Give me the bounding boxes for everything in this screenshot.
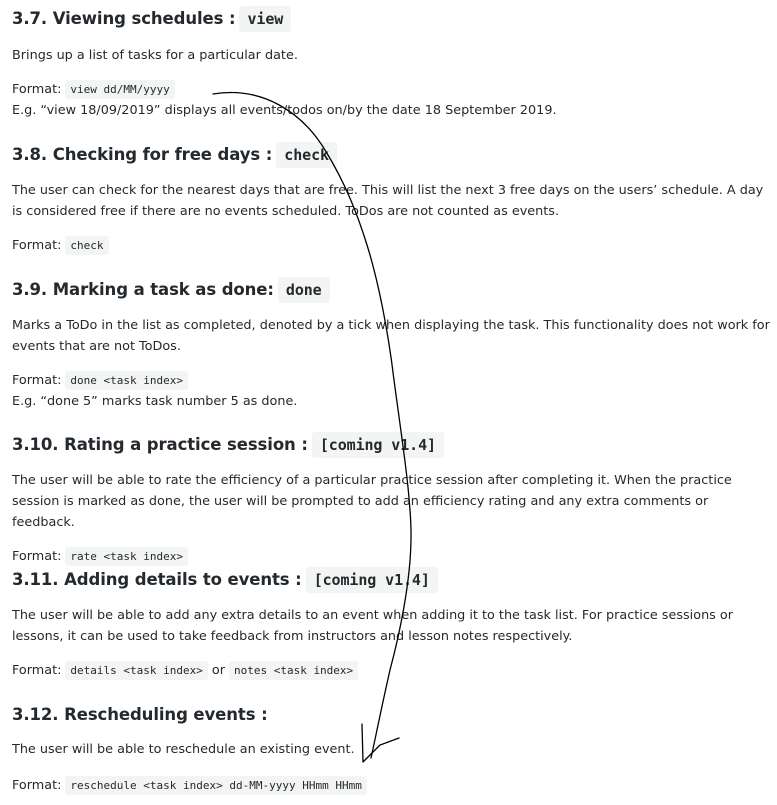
section-viewing-schedules [12, 4, 772, 121]
section-description: The user can check for the nearest days that are free. This will list the next 3 free days on the users’ schedule. A day is considered free if there are no events scheduled. ToDos are not counted as events. [12, 183, 764, 219]
format-line: Format: check [12, 235, 772, 256]
section-heading: 3.10. Rating a practice session : [coming v1.4] [12, 430, 772, 460]
example-line: E.g. “view 18/09/2019” displays all events/todos on/by the date 18 September 2019. [12, 103, 557, 118]
format-or: or [211, 663, 225, 678]
format-code: done <task index> [65, 371, 188, 390]
section-rating-practice-session [12, 430, 772, 567]
format-alt-code: notes <task index> [229, 661, 358, 680]
section-adding-details [12, 565, 772, 681]
command-code: [coming v1.4] [312, 432, 444, 458]
section-heading: 3.9. Marking a task as done: done [12, 275, 772, 305]
format-code: reschedule <task index> dd-MM-yyyy HHmm HHmm [65, 776, 366, 795]
section-checking-free-days [12, 140, 772, 256]
format-line: Format: reschedule <task index> dd-MM-yyyy HHmm HHmm [12, 775, 772, 796]
section-heading: 3.8. Checking for free days : check [12, 140, 772, 170]
format-line: Format: done <task index> [12, 370, 772, 391]
format-line: Format: rate <task index> [12, 546, 772, 567]
format-code: details <task index> [65, 661, 207, 680]
section-heading: 3.11. Adding details to events : [coming v1.4] [12, 565, 772, 595]
command-code: [coming v1.4] [306, 567, 438, 593]
format-line: Format: view dd/MM/yyyy [12, 79, 772, 100]
section-description: The user will be able to add any extra details to an event when adding it to the task list. For practice sessions or lessons, it can be used to take feedback from instructors and lesson notes respectively. [12, 608, 733, 644]
format-code: view dd/MM/yyyy [65, 80, 174, 99]
section-heading: 3.7. Viewing schedules : view [12, 4, 772, 34]
section-description: Brings up a list of tasks for a particular date. [12, 48, 298, 63]
section-heading: 3.12. Rescheduling events : [12, 705, 268, 724]
example-line: E.g. “done 5” marks task number 5 as done. [12, 394, 298, 409]
command-code: done [278, 277, 330, 303]
command-code: view [239, 6, 291, 32]
section-description: The user will be able to rate the efficiency of a particular practice session after completing it. When the practice session is marked as done, the user will be prompted to add an efficiency rating and any extra comments or feedback. [12, 473, 732, 530]
section-description: Marks a ToDo in the list as completed, denoted by a tick when displaying the task. This functionality does not work for events that are not ToDos. [12, 318, 770, 354]
section-description: The user will be able to reschedule an existing event. [12, 742, 355, 757]
section-marking-task-done [12, 275, 772, 412]
command-code: check [276, 142, 337, 168]
format-line: Format: details <task index> or notes <task index> [12, 660, 772, 681]
format-code: check [65, 236, 108, 255]
format-code: rate <task index> [65, 547, 188, 566]
section-rescheduling-events [12, 700, 772, 796]
